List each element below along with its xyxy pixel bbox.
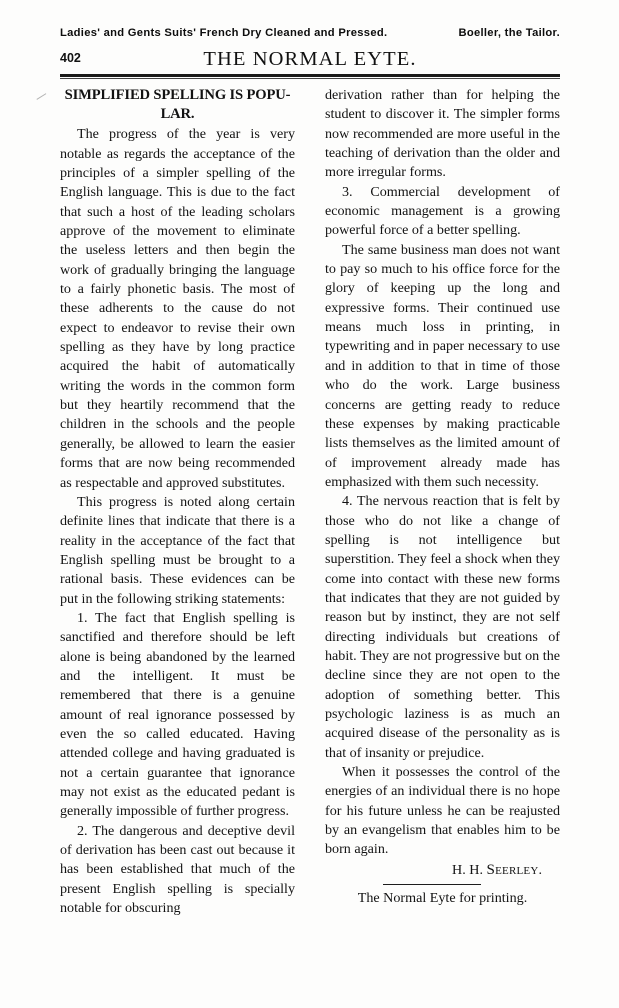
- paragraph: The same business man does not want to pay so much to his office force for the glory of keeping up the long and expressive forms. Their continued use means much loss in printing, in typewriting and in paper necessary to use and in addition to that in time of those who do the work. Large business concerns are getting ready to reduce these expenses by making practicable lists themselves as the limited amount of of improvement already made has emphasized with them such necessity.: [325, 241, 560, 490]
- article-title-line-2: LAR.: [160, 106, 195, 123]
- page-number: 402: [60, 51, 81, 65]
- paragraph: 1. The fact that English spelling is sanctified and therefore should be left alone is being abandoned by the learned and the intelligent. It must be remembered that there is a genuine amount of real ignorance possessed by even the so called educated. Having attended college and having graduated is not a certain guarantee that ignorance may not exist as the educated pedant is generally impossible of further progress.: [60, 609, 295, 820]
- folio-and-masthead-row: [60, 48, 560, 72]
- right-column: [325, 86, 560, 986]
- paragraph: 2. The dangerous and deceptive devil of derivation has been cast out because it has been established that much of the present English spelling is specially notable for obscuring: [60, 822, 295, 917]
- signature-initials: H. H.: [452, 861, 483, 878]
- article-title: [60, 86, 295, 125]
- header-double-rule: [60, 74, 560, 79]
- running-head: [60, 27, 560, 39]
- section-divider-rule: [383, 884, 481, 886]
- paragraph: This progress is noted along certain definite lines that indicate that there is a reality in the acceptance of the fact that English spelling must be brought to a rational basis. These evidences can be put in the following striking statements:: [60, 493, 295, 607]
- closing-note: The Normal Eyte for printing.: [357, 889, 528, 906]
- article-title-line-1: SIMPLIFIED SPELLING IS POPU-: [64, 87, 291, 103]
- running-head-advertisement-right: Boeller, the Tailor.: [458, 27, 560, 39]
- author-signature: [325, 861, 560, 880]
- header-rule-thick: [60, 74, 560, 77]
- paragraph: The progress of the year is very notable as regards the acceptance of the principles of a simpler spelling of the English language. This is due to the fact that such a host of the leading scholars approve of the movement to eliminate the useless letters and then begin the work of gradually bringing the language to a fairly phonetic basis. The most of these adherents to the cause do not expect to endeavor to revise their own spelling as they have by long practice acquired the habit of automatically writing the words in the common form but they heartily recommend that the children in the schools and the people generally, be allowed to learn the easier forms that are now being recommended as respectable and approved substitutes.: [60, 126, 295, 491]
- paragraph: 3. Commercial development of economic management is a growing powerful force of a better spelling.: [325, 183, 560, 239]
- signature-period: .: [538, 861, 542, 878]
- header-rule-thin: [60, 78, 560, 79]
- scan-artifact-mark: [36, 93, 46, 100]
- paragraph: derivation rather than for helping the student to discover it. The simpler forms now recommended are more useful in the teaching of derivation than the older and more irregular forms.: [325, 87, 560, 181]
- publication-masthead: THE NORMAL EYTE.: [203, 48, 417, 70]
- running-head-advertisement-left: Ladies' and Gents Suits' French Dry Cleaned and Pressed.: [60, 27, 388, 39]
- paragraph: 4. The nervous reaction that is felt by those who do not like a change of spelling is not intelligence but superstition. They feel a shock when they come into contact with these new forms that indicates that they are not guided by reason but by instinct, they are not self directing individuals but creations of habit. They are not progressive but on the decline since they are not open to the adoption of something better. This psychologic laziness is as much an acquired disease of the personality as is that of insanity or prejudice.: [325, 493, 560, 761]
- signature-surname: Seerley: [486, 861, 539, 878]
- left-column: [60, 86, 295, 986]
- paragraph: When it possesses the control of the energies of an individual there is no hope for his future unless he can be reajusted by an evangelism that enables him to be born again.: [325, 764, 560, 858]
- two-column-body: [60, 86, 560, 986]
